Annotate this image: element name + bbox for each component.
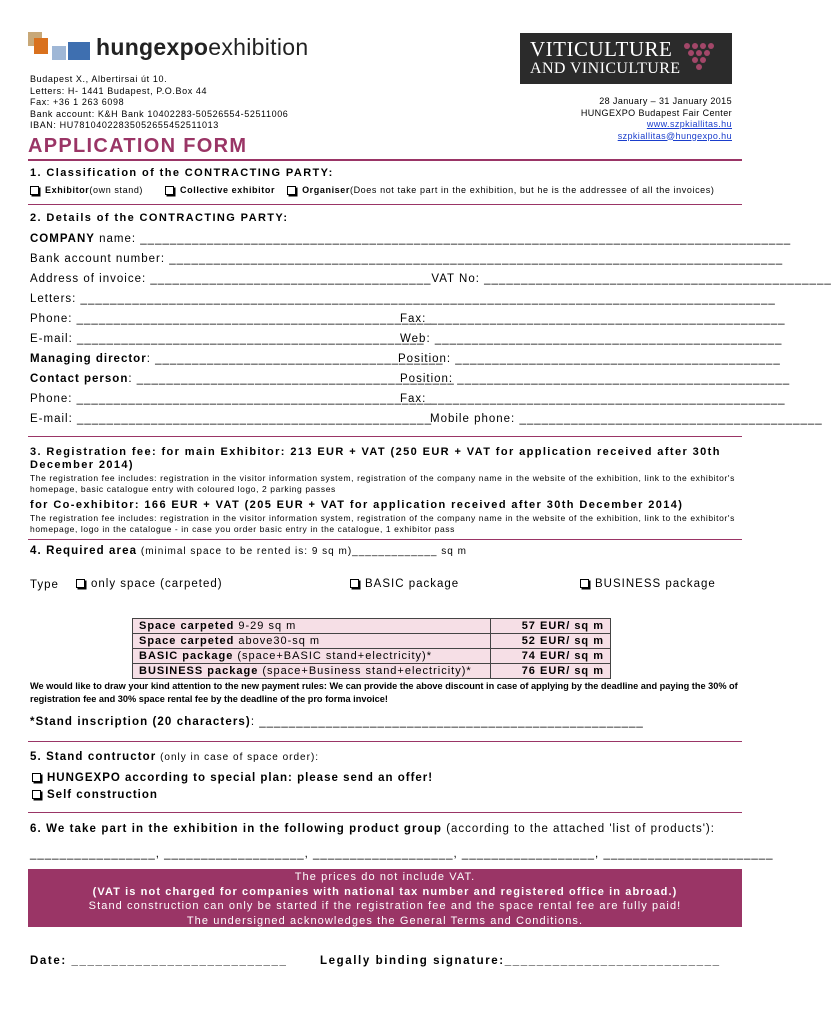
table-row: BASIC package (space+BASIC stand+electricity)* 74 EUR/ sq m <box>133 649 611 664</box>
price-table <box>132 618 611 679</box>
web-field[interactable]: Web: _______________________________________________ <box>400 333 783 345</box>
divider <box>28 436 742 437</box>
hungexpo-plan-checkbox[interactable] <box>32 773 41 782</box>
organizer-address: Budapest X., Albertirsai út 10. Letters: H- 1441 Budapest, P.O.Box 44 Fax: +36 1 263 6098 Bank account: K&H Bank 10402283-50526554-52511006 IBAN: HU78104022835052655452511013 <box>30 74 289 130</box>
section3-heading: 3. Registration fee: for main Exhibitor: 213 EUR + VAT (250 EUR + VAT for application received after 30th December 2014) <box>30 446 721 471</box>
contact-person-field[interactable]: Contact person: ___________________________________________ <box>30 373 455 385</box>
logo-text: hungexpoexhibition <box>96 33 309 60</box>
classification-options <box>30 185 736 195</box>
section6-heading: 6. We take part in the exhibition in the following product group (according to the attached 'list of products'): <box>30 823 715 835</box>
email-link[interactable]: szpkiallitas@hungexpo.hu <box>617 130 732 141</box>
basic-package-checkbox[interactable] <box>350 579 359 588</box>
business-package-checkbox[interactable] <box>580 579 589 588</box>
table-row: Space carpeted 9-29 sq m 57 EUR/ sq m <box>133 619 611 634</box>
organiser-checkbox[interactable] <box>287 186 296 195</box>
divider <box>28 159 742 161</box>
email-field[interactable]: E-mail: _______________________________________________ <box>30 333 425 345</box>
page-title: APPLICATION FORM <box>28 135 248 157</box>
registration-includes-co: The registration fee includes: registration in the visitor information system, registration of the company name in the website of the exhibition, link to the exhibitor's homepage, logo in the catalogue - in case you order basic entry in the catalogue, 1 exhibitor pass <box>30 513 735 534</box>
only-space-checkbox[interactable] <box>76 579 85 588</box>
registration-includes-main: The registration fee includes: registration in the visitor information system, registration of the company name in the website of the exhibition, link to the exhibitor's homepage, basic catalogue entry with coloured logo, 2 parking passes <box>30 473 735 494</box>
date-field[interactable]: Date: ___________________________ <box>30 955 288 967</box>
exhibitor-checkbox[interactable] <box>30 186 39 195</box>
phone-field[interactable]: Phone: ________________________________________________ <box>30 313 432 325</box>
invoice-address-field[interactable]: Address of invoice: ______________________________________VAT No: _______________________________________________ <box>30 273 832 285</box>
hungexpo-logo <box>28 32 308 62</box>
only-space-option[interactable]: only space (carpeted) <box>76 578 223 590</box>
required-area-field[interactable]: 4. Required area (minimal space to be rented is: 9 sq m)_____________ sq m <box>30 545 467 557</box>
managing-director-field[interactable]: Managing director: _______________________________________ <box>30 353 444 365</box>
vat-notice-box: The prices do not include VAT. (VAT is not charged for companies with national tax number and registered office in abroad.) Stand construction can only be started if the registration fee and the space rental fee are fully paid! The undersigned acknowledges the General Terms and Conditions. <box>28 869 742 927</box>
cp-position-field[interactable]: Position: _____________________________________________ <box>400 373 791 385</box>
self-construction-checkbox[interactable] <box>32 790 41 799</box>
company-name-field[interactable]: COMPANY name: ________________________________________________________________________________________ <box>30 233 792 245</box>
divider <box>28 741 742 742</box>
fax-field[interactable]: Fax: ________________________________________________ <box>400 313 786 325</box>
section5-heading: 5. Stand contructor (only in case of space order): <box>30 751 320 763</box>
section1-heading: 1. Classification of the CONTRACTING PARTY: <box>30 167 334 179</box>
payment-notice: We would like to draw your kind attention to the new payment rules: We can provide the above discount in case of applying by the deadline and paying the 30% of registration fee and 30% space rental fee by the deadline of the pro forma invoice! <box>30 681 738 704</box>
collective-exhibitor-checkbox[interactable] <box>165 186 174 195</box>
organiser-option[interactable]: Organiser (Does not take part in the exhibition, but he is the addressee of all the invoices) <box>287 185 714 195</box>
co-exhibitor-heading: for Co-exhibitor: 166 EUR + VAT (205 EUR + VAT for application received after 30th December 2014) <box>30 499 684 511</box>
grapes-icon <box>684 43 718 75</box>
stand-inscription-field[interactable]: *Stand inscription (20 characters): ____________________________________________________ <box>30 716 644 728</box>
section2-heading: 2. Details of the CONTRACTING PARTY: <box>30 212 289 224</box>
bank-account-field[interactable]: Bank account number: ___________________________________________________________________________________ <box>30 253 784 265</box>
md-position-field[interactable]: Position: ____________________________________________ <box>398 353 781 365</box>
mobile-phone-field[interactable]: Mobile phone: _________________________________________ <box>430 413 823 425</box>
contact-phone-field[interactable]: Phone: ________________________________________________ <box>30 393 432 405</box>
basic-package-option[interactable]: BASIC package <box>350 578 459 590</box>
self-construction-option[interactable]: Self construction <box>32 789 158 801</box>
contact-email-field[interactable]: E-mail: ________________________________________________ <box>30 413 432 425</box>
exhibitor-option[interactable]: Exhibitor (own stand) <box>30 185 143 195</box>
product-group-fields[interactable]: _________________, ___________________, ___________________, __________________, _______________________ <box>30 848 774 860</box>
divider <box>28 204 742 205</box>
business-package-option[interactable]: BUSINESS package <box>580 578 716 590</box>
table-row: BUSINESS package (space+Business stand+electricity)* 76 EUR/ sq m <box>133 664 611 679</box>
fair-info: 28 January – 31 January 2015 HUNGEXPO Budapest Fair Center www.szpkiallitas.hu szpkiallitas@hungexpo.hu <box>580 96 732 141</box>
hungexpo-plan-option[interactable]: HUNGEXPO according to special plan: please send an offer! <box>32 772 433 784</box>
collective-exhibitor-option[interactable]: Collective exhibitor <box>165 185 275 195</box>
website-link[interactable]: www.szpkiallitas.hu <box>646 119 732 129</box>
signature-field[interactable]: Legally binding signature:___________________________ <box>320 955 721 967</box>
type-label: Type <box>30 579 59 591</box>
letters-field[interactable]: Letters: ______________________________________________________________________________________________ <box>30 293 776 305</box>
event-badge: VITICULTURE AND VINICULTURE <box>520 33 732 84</box>
table-row: Space carpeted above30-sq m 52 EUR/ sq m <box>133 634 611 649</box>
divider <box>28 539 742 540</box>
logo-mark-icon <box>28 32 90 62</box>
contact-fax-field[interactable]: Fax: ________________________________________________ <box>400 393 786 405</box>
divider <box>28 812 742 813</box>
